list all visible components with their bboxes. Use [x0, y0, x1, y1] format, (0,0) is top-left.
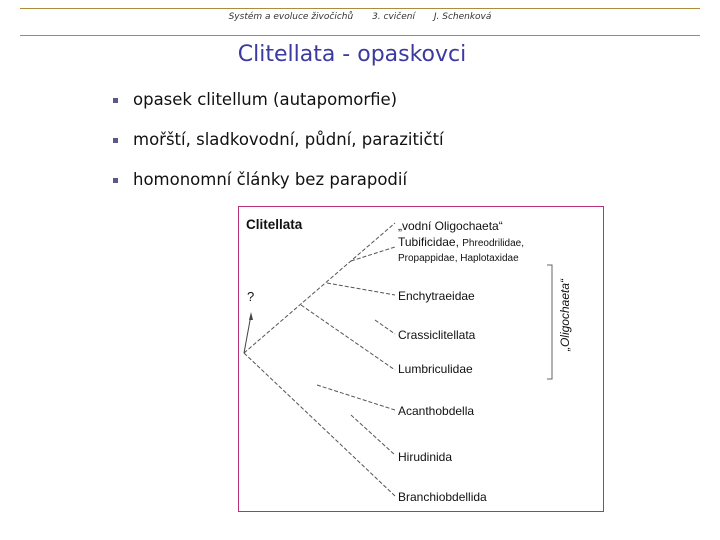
taxon-propappidae: Propappidae, Haplotaxidae [398, 253, 519, 264]
slide-header [0, 12, 720, 22]
cladogram-figure [238, 206, 604, 512]
branch-tubificidae [351, 247, 395, 261]
oligochaeta-label: „Oligochaeta“ [558, 278, 572, 352]
bullet-item [110, 88, 444, 128]
taxon-crassiclitellata: Crassiclitellata [398, 328, 476, 342]
cladogram-root-label: Clitellata [246, 217, 303, 232]
slide-title: Clitellata - opaskovci [237, 42, 467, 67]
bullet-item [110, 128, 444, 168]
taxon-tubificidae [398, 235, 524, 249]
header-author: J. Schenková [433, 12, 492, 22]
taxon-enchytraeidae: Enchytraeidae [398, 289, 475, 303]
taxon-tubificidae-main: Tubificidae, [398, 235, 459, 249]
header-rule-bottom [20, 35, 700, 36]
header-course: Systém a evoluce živočichů [228, 12, 354, 22]
branch-hirudinida [351, 415, 395, 455]
bullet-marker-icon [113, 178, 118, 183]
bullet-text: opasek clitellum (autapomorfie) [133, 90, 398, 109]
branch-lumbriculidae [301, 305, 395, 370]
taxon-branchiobdellida: Branchiobdellida [398, 490, 487, 504]
bullet-marker-icon [113, 98, 118, 103]
bullet-text: homonomní články bez parapodií [133, 170, 408, 189]
branch-acanthobdella [317, 385, 395, 410]
bullet-list [110, 88, 444, 208]
oligochaeta-bracket [547, 265, 552, 379]
group-label-aquatic: „vodní Oligochaeta“ [398, 219, 503, 233]
arrow-up-icon [249, 312, 253, 320]
bullet-marker-icon [113, 138, 118, 143]
taxon-hirudinida: Hirudinida [398, 450, 453, 464]
cladogram-lower-branch [244, 353, 395, 496]
bullet-text: mořští, sladkovodní, půdní, parazitičtí [133, 130, 444, 149]
taxon-acanthobdella: Acanthobdella [398, 404, 475, 418]
header-rule-top [20, 8, 700, 9]
taxon-phreodrilidae: Phreodrilidae, [462, 238, 524, 249]
question-mark-label: ? [247, 289, 255, 304]
cladogram-main-branch [244, 223, 395, 353]
bullet-item [110, 168, 444, 208]
taxon-lumbriculidae: Lumbriculidae [398, 362, 473, 376]
branch-crassiclitellata [375, 320, 395, 334]
header-exercise: 3. cvičení [372, 12, 415, 22]
branch-enchytraeidae [327, 283, 395, 295]
